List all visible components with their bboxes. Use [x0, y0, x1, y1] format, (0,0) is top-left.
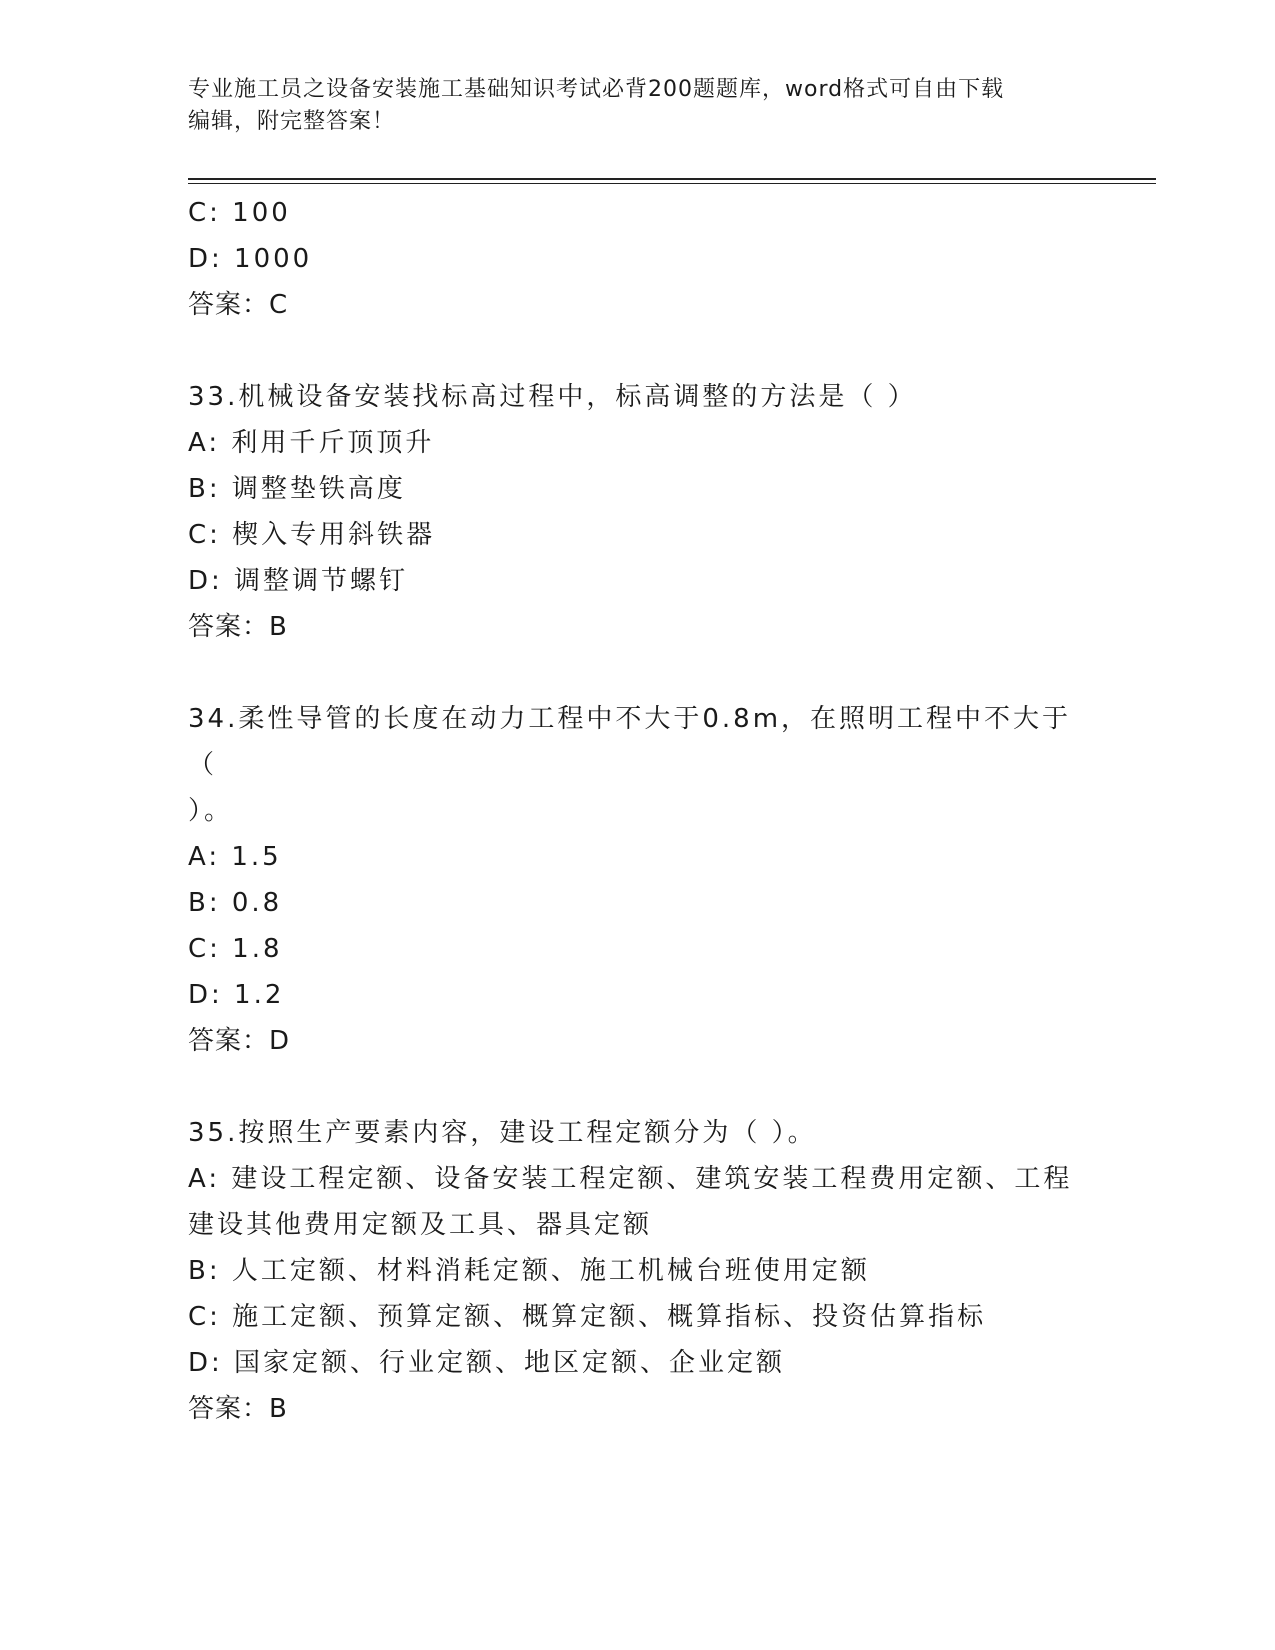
header-line-1: 专业施工员之设备安装施工基础知识考试必背200题题库，word格式可自由下载: [188, 77, 1005, 102]
option-a: A: 利用千斤顶顶升: [188, 428, 435, 458]
question-33: [188, 374, 1088, 650]
header-divider-thin: [188, 183, 1156, 184]
question-34: [188, 696, 1088, 1064]
spacer: [188, 328, 1088, 374]
option-a-continued: 建设其他费用定额及工具、器具定额: [188, 1210, 653, 1240]
question-stem-continued: ）。: [188, 796, 234, 826]
answer-line: 答案：C: [188, 290, 289, 320]
document-header: [188, 74, 1088, 138]
option-c: C: 施工定额、预算定额、概算定额、概算指标、投资估算指标: [188, 1302, 987, 1332]
question-stem: 33.机械设备安装找标高过程中，标高调整的方法是（ ）: [188, 382, 917, 412]
question-stem: 34.柔性导管的长度在动力工程中不大于0.8m，在照明工程中不大于（: [188, 704, 1072, 780]
question-35: [188, 1110, 1088, 1432]
option-d: D: 国家定额、行业定额、地区定额、企业定额: [188, 1348, 786, 1378]
document-body: [188, 190, 1088, 1432]
option-b: B: 调整垫铁高度: [188, 474, 406, 504]
option-b: B: 人工定额、材料消耗定额、施工机械台班使用定额: [188, 1256, 870, 1286]
header-line-2: 编辑，附完整答案！: [188, 109, 396, 134]
answer-line: 答案：B: [188, 1394, 288, 1424]
option-d: D: 调整调节螺钉: [188, 566, 409, 596]
option-c: C: 1.8: [188, 934, 283, 964]
header-divider-thick: [188, 178, 1156, 180]
spacer: [188, 650, 1088, 696]
option-a: A: 1.5: [188, 842, 282, 872]
option-b: B: 0.8: [188, 888, 283, 918]
question-stem: 35.按照生产要素内容，建设工程定额分为（ ）。: [188, 1118, 817, 1148]
option-c: C: 100: [188, 198, 291, 228]
option-d: D: 1000: [188, 244, 313, 274]
spacer: [188, 1064, 1088, 1110]
carryover-question: [188, 190, 1088, 328]
option-c: C: 楔入专用斜铁器: [188, 520, 436, 550]
answer-line: 答案：D: [188, 1026, 291, 1056]
option-d: D: 1.2: [188, 980, 285, 1010]
option-a: A: 建设工程定额、设备安装工程定额、建筑安装工程费用定额、工程: [188, 1164, 1073, 1194]
answer-line: 答案：B: [188, 612, 288, 642]
